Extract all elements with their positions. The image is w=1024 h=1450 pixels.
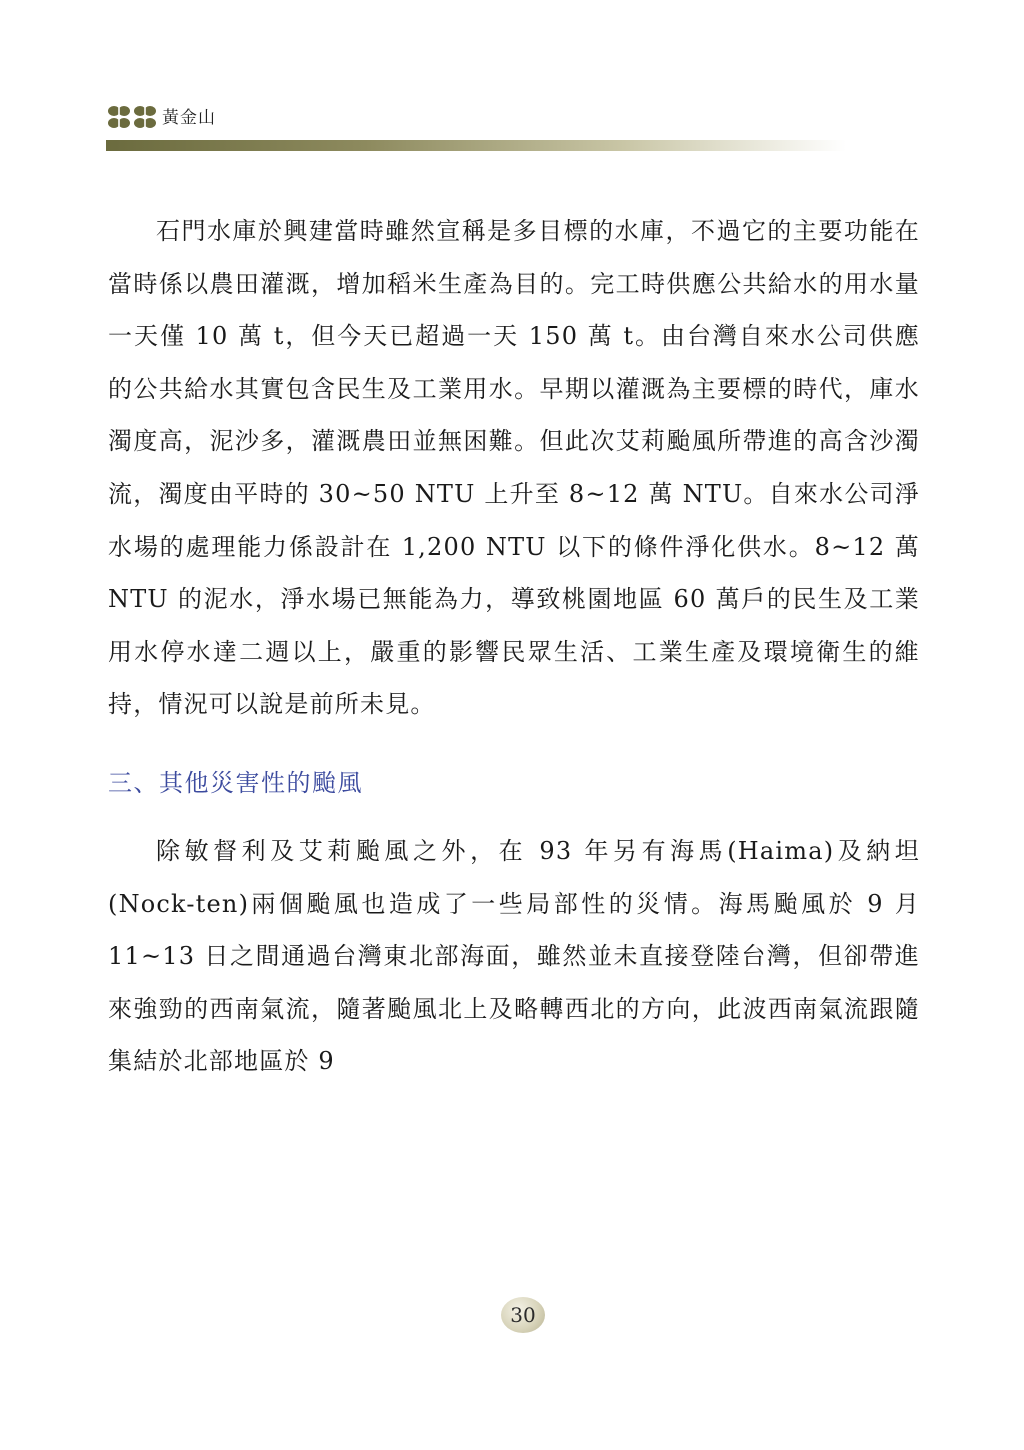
author-name: 黃金山 [162, 108, 216, 128]
body-paragraph: 石門水庫於興建當時雖然宣稱是多目標的水庫，不過它的主要功能在當時係以農田灌溉，增加稻米生產為目的。完工時供應公共給水的用水量一天僅 10 萬 t，但今天已超過一天 150 萬 t。由台灣自來水公司供應的公共給水其實包含民生及工業用水。早期以灌溉為主要標的時代，庫水濁度高，泥沙多，灌溉農田並無困難。但此次艾莉颱風所帶進的高含沙濁流，濁度由平時的 30~50 NTU 上升至 8~12 萬 NTU。自來水公司淨水場的處理能力係設計在 1,200 NTU 以下的條件淨化供水。8~12 萬 NTU 的泥水，淨水場已無能為力，導致桃園地區 60 萬戶的民生及工業用水停水達二週以上，嚴重的影響民眾生活、工業生產及環境衛生的維持，情況可以說是前所未見。 [108, 217, 920, 719]
section-heading: 三、其他災害性的颱風 [108, 768, 363, 797]
header-rule [106, 140, 846, 151]
page-number: 30 [510, 1303, 536, 1327]
four-leaf-ornament-icon [106, 104, 158, 130]
body-paragraph: 除敏督利及艾莉颱風之外，在 93 年另有海馬(Haima)及納坦(Nock-ten)兩個颱風也造成了一些局部性的災情。海馬颱風於 9 月 11~13 日之間通過台灣東北部海面，雖然並未直接登陸台灣，但卻帶進來強勁的西南氣流，隨著颱風北上及略轉西北的方向，此波西南氣流跟隨集結於北部地區於 9 [108, 836, 920, 1076]
main-content [108, 205, 920, 1088]
page-number-badge [501, 1297, 545, 1333]
page-header [106, 104, 846, 154]
